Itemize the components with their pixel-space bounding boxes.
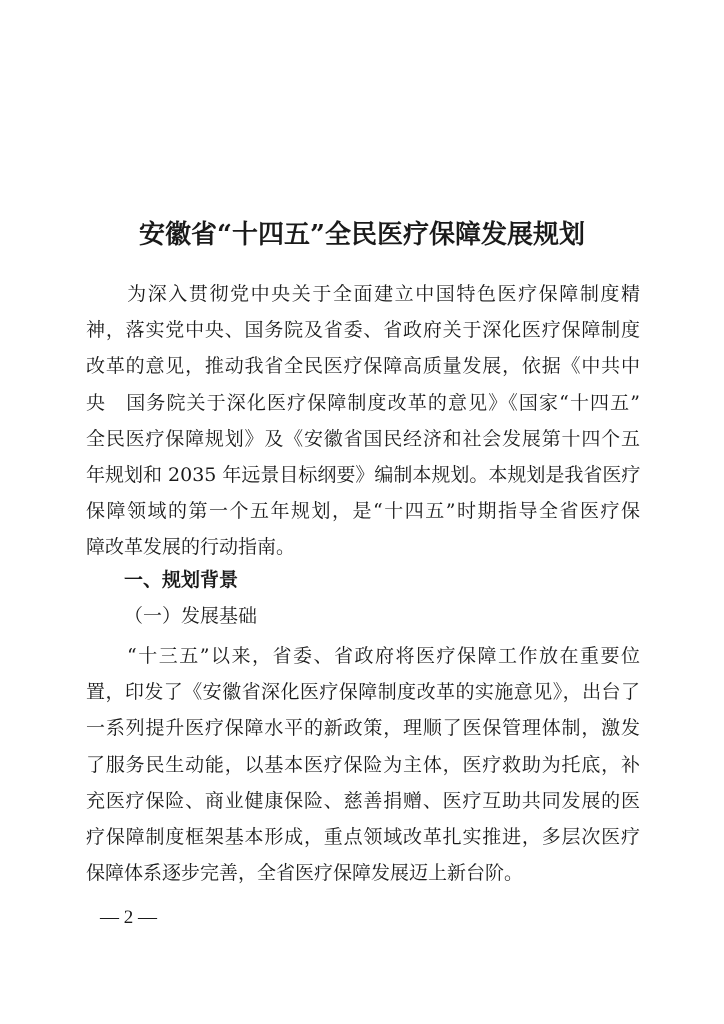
text-line: 保障领域的第一个五年规划，是“十四五”时期指导全省医疗保 [86,500,640,523]
document-title: 安徽省“十四五”全民医疗保障发展规划 [139,220,585,251]
intro-paragraph [86,276,640,566]
text-line: 改革的意见，推动我省全民医疗保障高质量发展，依据《中共中 [86,355,640,378]
text-line: 置，印发了《安徽省深化医疗保障制度改革的实施意见》，出台了 [86,681,640,704]
text-line: “十三五”以来，省委、省政府将医疗保障工作放在重要位 [86,645,640,667]
text-line: 年规划和 2035 年远景目标纲要》编制本规划。本规划是我省医疗 [86,463,641,486]
text-line: 疗保障制度框架基本形成，重点领域改革扎实推进，多层次医疗 [86,825,640,848]
text-line: 充医疗保险、商业健康保险、慈善捐赠、医疗互助共同发展的医 [86,789,640,812]
text-line: 一系列提升医疗保障水平的新政策，理顺了医保管理体制，激发 [86,717,640,740]
text-line: 保障体系逐步完善，全省医疗保障发展迈上新台阶。 [86,862,524,885]
text-line: 为深入贯彻党中央关于全面建立中国特色医疗保障制度精 [86,283,640,305]
page-number: — 2 — [100,907,157,928]
text-line: 央 国务院关于深化医疗保障制度改革的意见》《国家“十四五” [86,391,640,414]
text-line: 全民医疗保障规划》及《安徽省国民经济和社会发展第十四个五 [86,427,640,450]
text-line: 了服务民生动能，以基本医疗保险为主体，医疗救助为托底，补 [86,753,640,776]
background-paragraph [86,638,640,891]
text-line: 障改革发展的行动指南。 [86,536,296,559]
text-line: 神，落实党中央、国务院及省委、省政府关于深化医疗保障制度 [86,319,640,342]
subsection-heading: （一）发展基础 [124,605,258,627]
section-heading: 一、规划背景 [124,569,239,591]
